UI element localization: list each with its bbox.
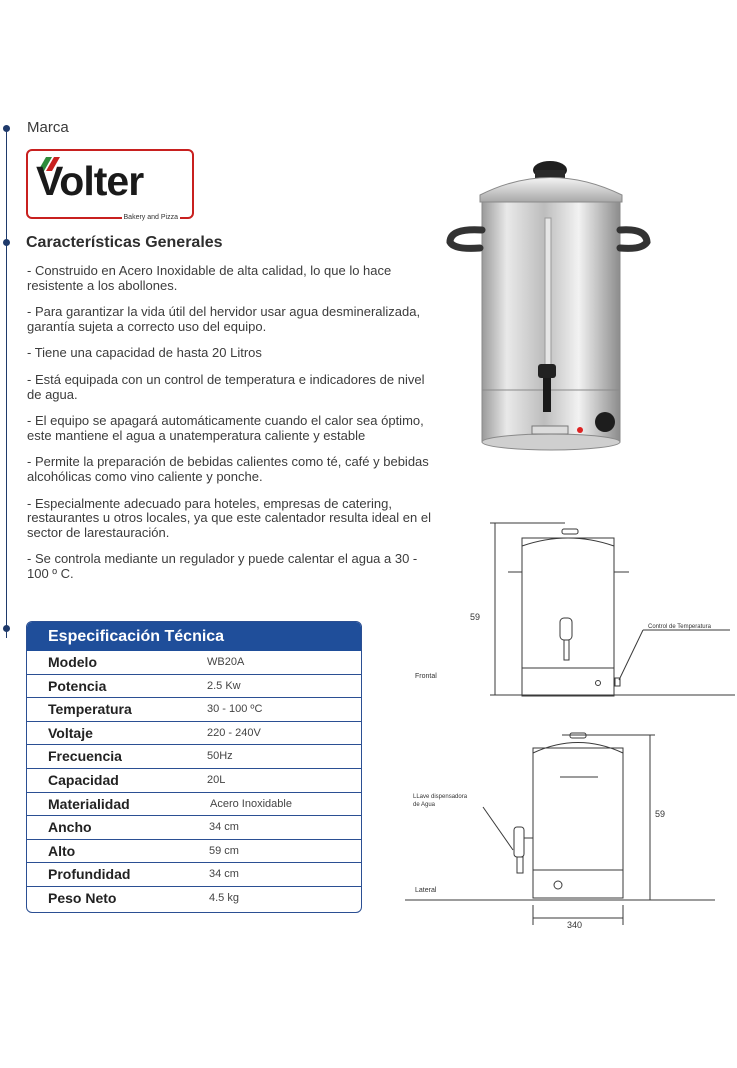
spec-value: 50Hz [207, 750, 233, 763]
logo-tagline: Bakery and Pizza [123, 214, 178, 221]
feature-item: - Se controla mediante un regulador y puede calentar el agua a 30 - 100 º C. [27, 551, 418, 581]
spec-value: 20L [207, 773, 226, 786]
spec-table [26, 621, 362, 913]
feature-item: - Para garantizar la vida útil del hervidor usar agua desmineralizada, garantía sujeta a correcto uso del equipo. [27, 304, 421, 334]
spec-value: WB20A [207, 656, 245, 668]
spec-name: Capacidad [48, 771, 119, 788]
spec-row [27, 675, 361, 699]
feature-item: - Especialmente adecuado para hoteles, empresas de catering, restaurantes u otros locales, ya que este calentador resulta ideal en el sector de larestauración. [27, 495, 431, 540]
spec-value: Acero Inoxidable [210, 797, 292, 810]
front-height-dim: 59 [470, 612, 481, 622]
width-dim: 340 [567, 920, 583, 930]
spec-name: Alto [48, 842, 76, 859]
spec-name: Peso Neto [48, 889, 117, 906]
spec-name: Voltaje [48, 724, 93, 741]
logo-word: Volter [36, 158, 144, 204]
spec-value: 34 cm [209, 868, 239, 881]
feature-item: - Está equipada con un control de temperatura e indicadores de nivel de agua. [27, 371, 425, 402]
spec-name: Potencia [48, 677, 107, 694]
spec-row [27, 769, 361, 793]
lateral-view-label: Lateral [415, 887, 437, 894]
spec-name: Materialidad [48, 795, 130, 812]
feature-item: - El equipo se apagará automáticamente cuando el calor sea óptimo, este mantiene el agua a unatemperatura caliente y estable [27, 413, 424, 443]
spec-row [27, 722, 361, 746]
feature-list [27, 264, 432, 594]
spec-row [27, 863, 361, 887]
spec-name: Frecuencia [48, 748, 122, 765]
spec-value: 220 - 240V [207, 726, 261, 739]
spec-row [27, 651, 361, 675]
product-photo [440, 150, 655, 460]
timeline-line [6, 128, 7, 638]
spec-row [27, 887, 361, 911]
general-title: Características Generales [26, 234, 223, 251]
spec-name: Profundidad [48, 866, 131, 883]
spec-row [27, 840, 361, 864]
spec-value: 2.5 Kw [207, 679, 241, 692]
lateral-height-dim: 59 [655, 809, 666, 819]
spec-value: 30 - 100 ºC [207, 703, 263, 716]
spec-row [27, 816, 361, 840]
control-temp-label: Control de Temperatura [648, 624, 711, 630]
spec-name: Ancho [48, 819, 92, 836]
spec-name: Modelo [48, 654, 97, 670]
spec-name: Temperatura [48, 701, 132, 718]
technical-drawing [405, 520, 735, 940]
timeline-dot [3, 125, 10, 132]
tap-label-line2: de Agua [413, 802, 436, 808]
feature-item: - Construido en Acero Inoxidable de alta calidad, lo que lo hace resistente a los abollones. [27, 263, 392, 293]
tap-label-line1: LLave dispensadora [413, 794, 468, 800]
feature-item: - Permite la preparación de bebidas calientes como té, café y bebidas alcohólicas como vino caliente y ponche. [27, 454, 429, 484]
spec-row [27, 698, 361, 722]
brand-logo [26, 149, 194, 219]
spec-value: 34 cm [209, 821, 239, 834]
spec-row [27, 745, 361, 769]
spec-row [27, 793, 361, 817]
front-view-label: Frontal [415, 673, 437, 680]
feature-item: - Tiene una capacidad de hasta 20 Litros [27, 345, 262, 361]
spec-value: 59 cm [209, 844, 239, 857]
timeline-dot [3, 625, 10, 632]
spec-title: Especificación Técnica [27, 622, 361, 651]
timeline-dot [3, 239, 10, 246]
brand-section-label: Marca [27, 119, 69, 136]
spec-value: 4.5 kg [209, 891, 239, 904]
